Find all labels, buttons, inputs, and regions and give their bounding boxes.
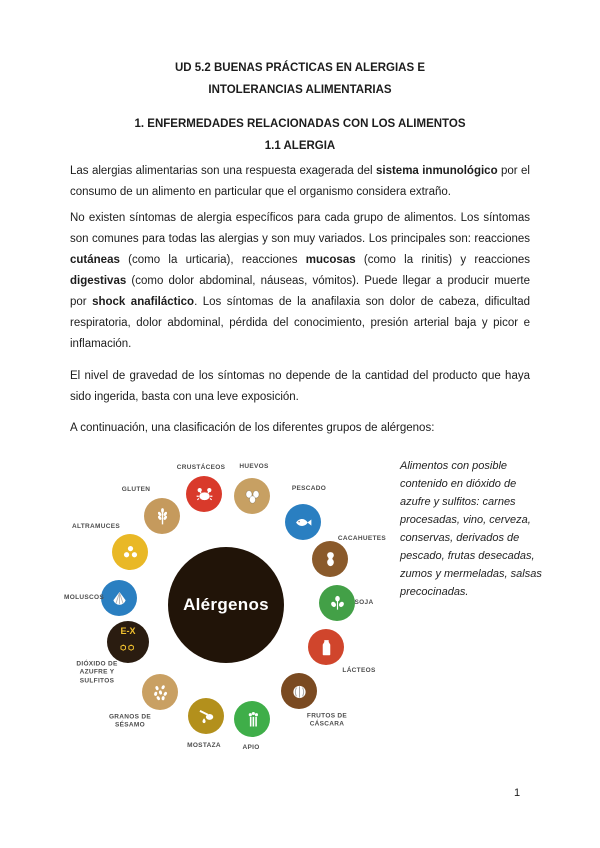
- allergen-node-altramuces: [112, 534, 148, 570]
- allergen-label-soja: SOJA: [354, 598, 374, 606]
- allergen-label-sulfitos: DIÓXIDO DE AZUFRE Y SULFITOS: [76, 660, 118, 685]
- page-title-line2: INTOLERANCIAS ALIMENTARIAS: [208, 84, 392, 96]
- allergen-node-apio: [234, 701, 270, 737]
- mustard-spoon-icon: [196, 706, 217, 727]
- celery-icon: [242, 709, 263, 730]
- allergen-node-gluten: [144, 498, 180, 534]
- eggs-icon: [242, 486, 263, 507]
- text-run: (como dolor abdominal, náuseas, vómitos). Puede llegar a producir muerte por: [70, 275, 530, 308]
- side-note-lead: Alimentos con posible contenido en dióxido de azufre y sulfitos:: [400, 460, 517, 508]
- allergen-node-mostaza: [188, 698, 224, 734]
- paragraph-lead-in: A continuación, una clasificación de los diferentes grupos de alérgenos:: [70, 422, 435, 434]
- allergen-label-granos-de-sesamo: GRANOS DE SÉSAMO: [108, 713, 152, 729]
- allergen-figure: [0, 449, 600, 779]
- text-run: No existen síntomas de alergia específicos para cada grupo de alimentos. Los síntomas son comunes para todas las alergias y son muy variados. Los principales son: reacciones: [70, 212, 530, 245]
- e-number-badge: E-X: [120, 625, 136, 636]
- milk-jug-icon: [316, 637, 337, 658]
- allergen-label-lacteos: LÁCTEOS: [342, 666, 376, 674]
- allergen-label-gluten: GLUTEN: [121, 485, 151, 493]
- allergen-label-crustaceos: CRUSTÁCEOS: [176, 463, 226, 471]
- text-run: Las alergias alimentarias son una respuesta exagerada del: [70, 165, 376, 177]
- allergen-node-huevos: [234, 478, 270, 514]
- allergen-node-sulfitos: [107, 621, 149, 663]
- allergen-label-moluscos: MOLUSCOS: [64, 593, 104, 601]
- allergen-wheel-center: [168, 547, 284, 663]
- text-run: (como la urticaria), reacciones: [119, 254, 306, 266]
- text-run: por el consumo de un alimento en particular que el organismo considera extraño.: [70, 165, 530, 198]
- text-run-bold: shock anafiláctico: [92, 296, 195, 308]
- section-heading: 1. ENFERMEDADES RELACIONADAS CON LOS ALIMENTOS: [134, 118, 466, 130]
- page-title: [70, 57, 530, 101]
- sesame-seeds-icon: [150, 682, 171, 703]
- text-run-bold: cutáneas: [70, 254, 120, 266]
- walnut-icon: [289, 681, 310, 702]
- allergen-node-cacahuetes: [312, 541, 348, 577]
- subsection-heading: 1.1 ALERGIA: [264, 140, 336, 152]
- side-note-body: carnes procesadas, vino, cerveza, conservas, derivados de pescado, frutas desecadas, zumos y mermeladas, salsas precocinadas.: [400, 496, 542, 598]
- text-run-bold: mucosas: [305, 254, 356, 266]
- text-run: . Los síntomas de la anafilaxia son dolor de cabeza, dificultad respiratoria, dolor abdominal, pérdida del conocimiento, presión arterial baja y picor e inflamación.: [70, 296, 530, 350]
- peanut-icon: [320, 549, 341, 570]
- crab-icon: [194, 484, 215, 505]
- paragraph-severity: El nivel de gravedad de los síntomas no depende de la cantidad del producto que haya sido ingerida, basta con una leve exposición.: [70, 370, 530, 403]
- page-title-line1: UD 5.2 BUENAS PRÁCTICAS EN ALERGIAS E: [174, 62, 426, 74]
- allergen-label-cacahuetes: CACAHUETES: [337, 534, 387, 542]
- allergen-label-frutos-de-cascara: FRUTOS DE CÁSCARA: [306, 712, 348, 728]
- allergen-wheel-center-label: Alérgenos: [183, 595, 269, 614]
- allergen-label-pescado: PESCADO: [291, 484, 327, 492]
- paragraph-symptoms: [70, 208, 530, 355]
- allergen-node-pescado: [285, 504, 321, 540]
- text-run: (como la rinitis) y reacciones: [355, 254, 531, 266]
- lupin-beans-icon: [120, 542, 141, 563]
- paragraph-intro: [70, 161, 530, 203]
- sulfites-hexagons-icon: [118, 636, 139, 659]
- sulfites-side-note: [400, 457, 542, 601]
- allergen-node-frutos-de-cascara: [281, 673, 317, 709]
- allergen-node-crustaceos: [186, 476, 222, 512]
- page-number: 1: [514, 787, 521, 799]
- wheat-icon: [152, 506, 173, 527]
- allergen-label-altramuces: ALTRAMUCES: [71, 522, 120, 530]
- allergen-node-lacteos: [308, 629, 344, 665]
- allergen-node-granos-de-sesamo: [142, 674, 178, 710]
- text-run-bold: sistema inmunológico: [375, 165, 498, 177]
- fish-icon: [293, 512, 314, 533]
- allergen-label-mostaza: MOSTAZA: [187, 741, 221, 749]
- allergen-label-apio: APIO: [242, 743, 260, 751]
- text-run-bold: digestivas: [70, 275, 127, 287]
- allergen-label-huevos: HUEVOS: [239, 462, 269, 470]
